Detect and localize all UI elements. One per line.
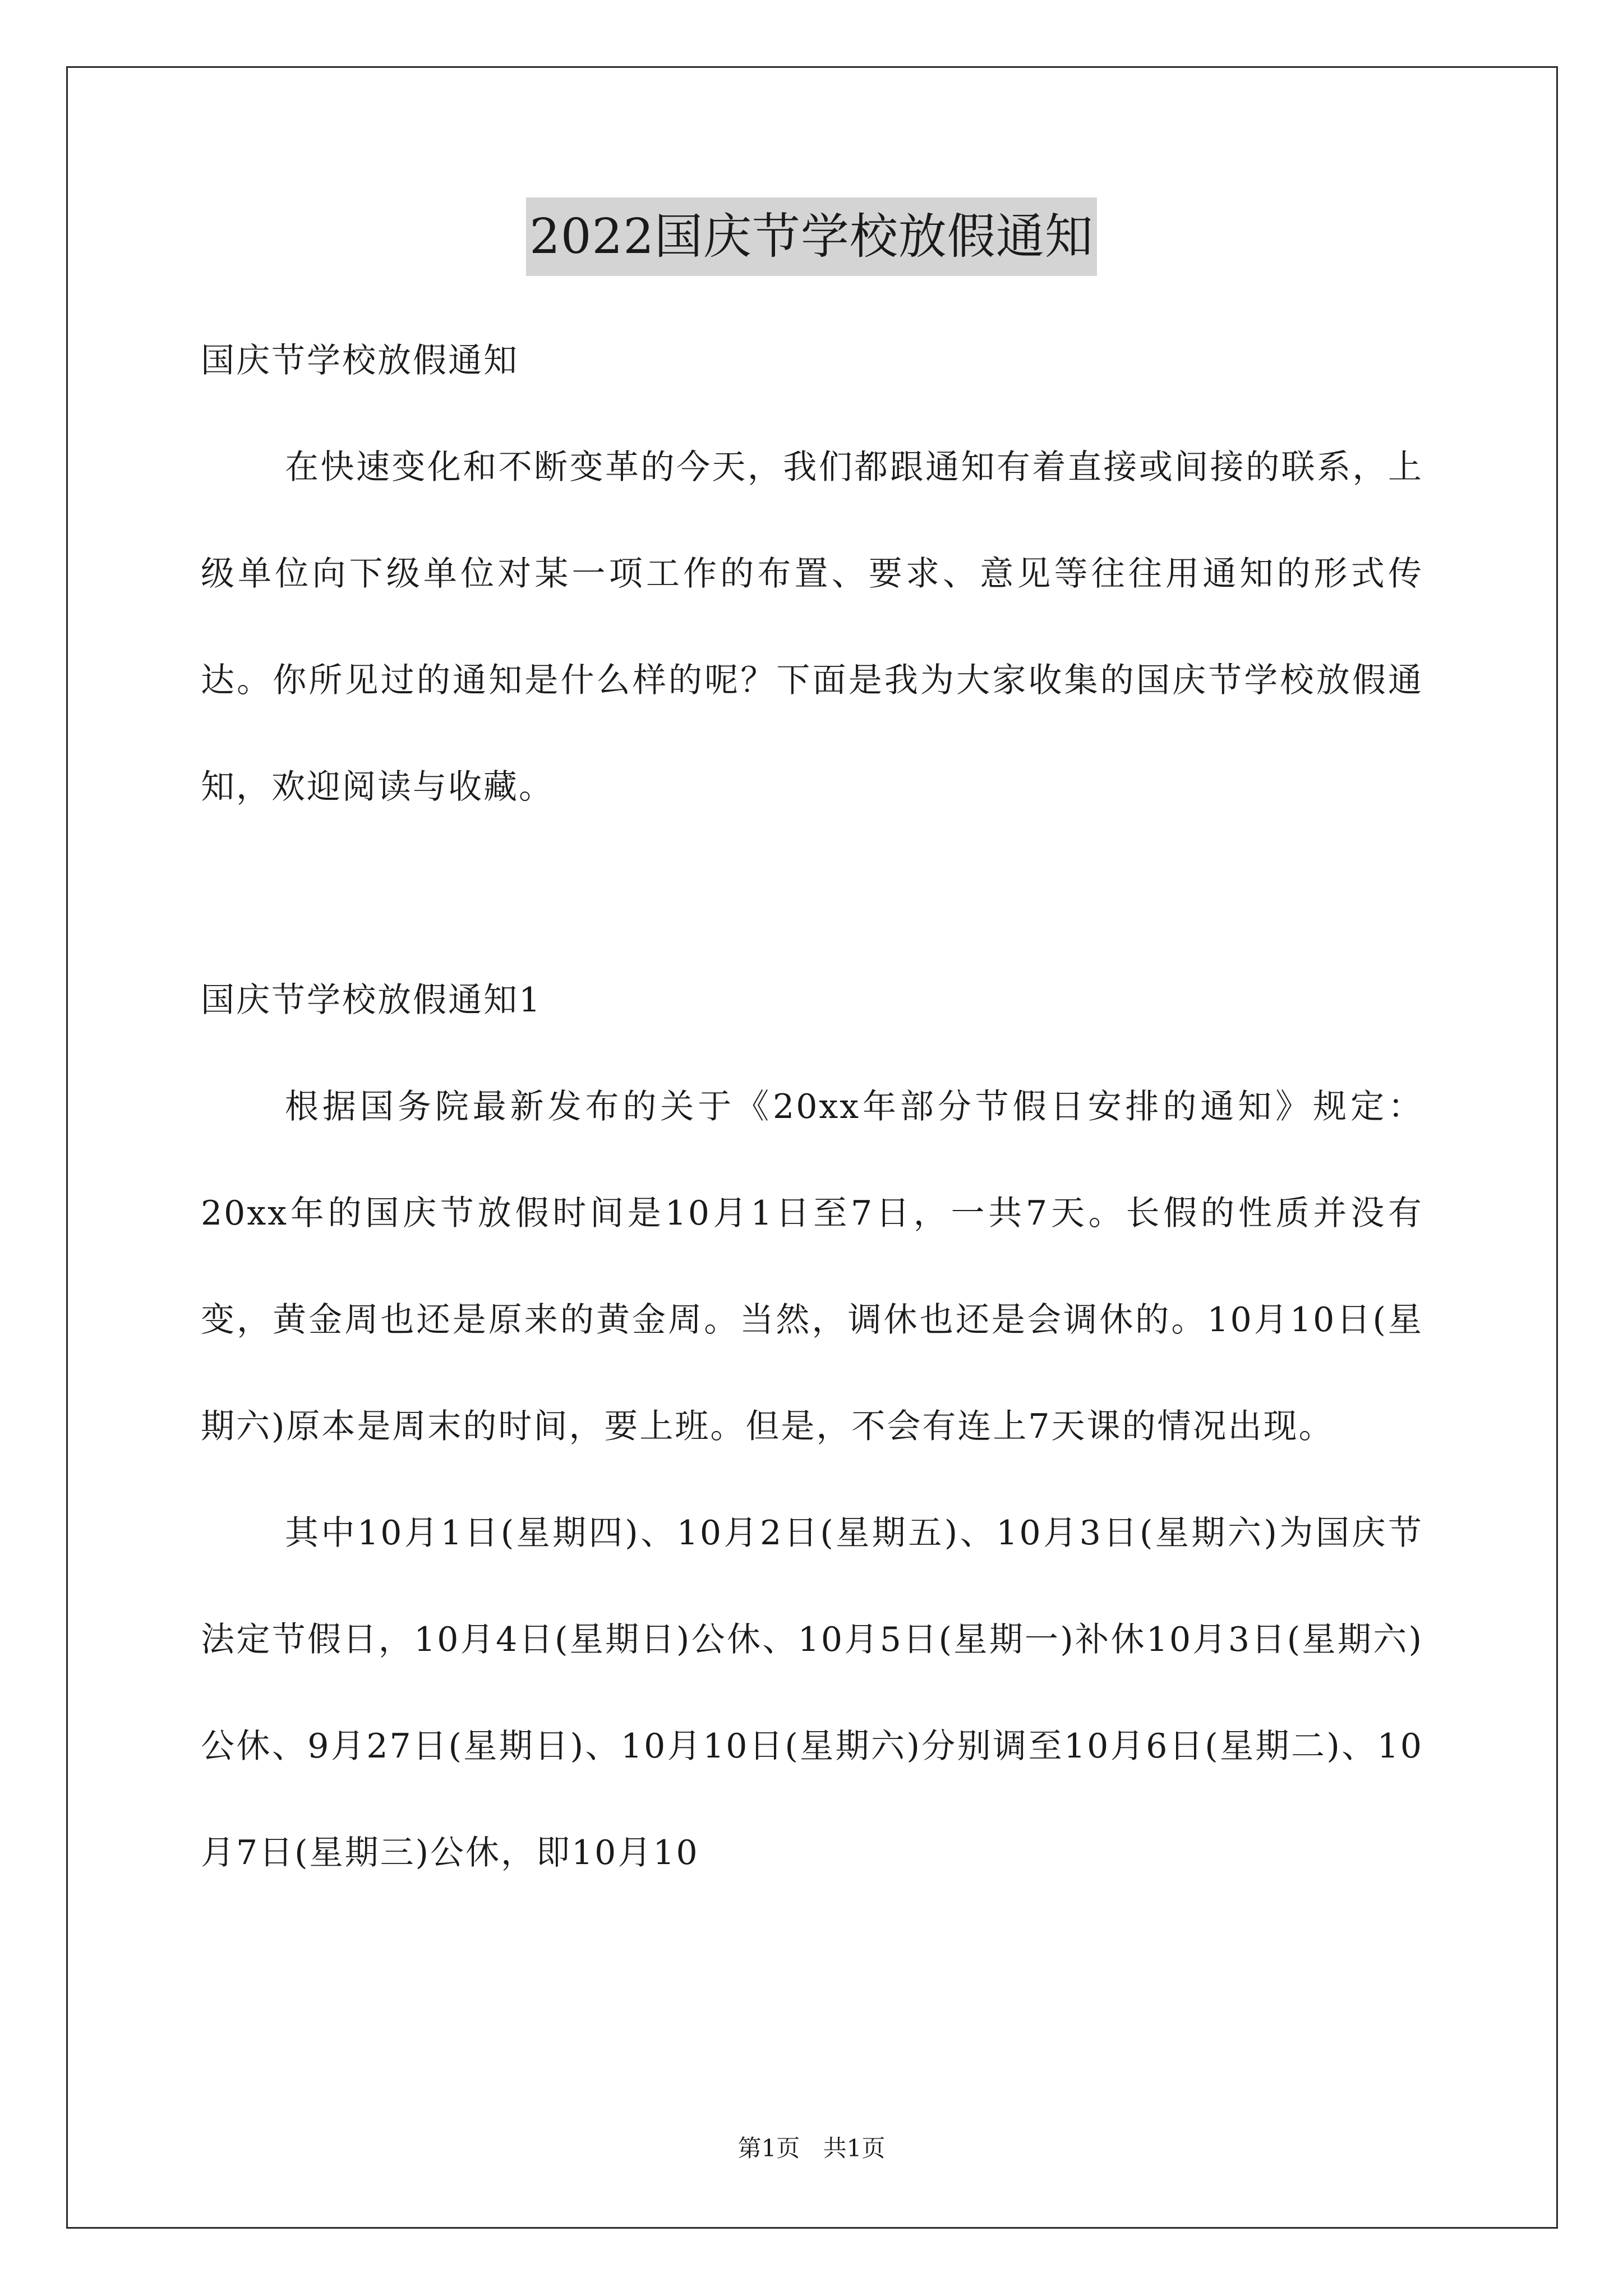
document-body — [201, 307, 1423, 1906]
section-paragraph-1: 根据国务院最新发布的关于《20xx年部分节假日安排的通知》规定：20xx年的国庆节放假时间是10月1日至7日，一共7天。长假的性质并没有变，黄金周也还是原来的黄金周。当然，调休也还是会调休的。10月10日(星期六)原本是周末的时间，要上班。但是，不会有连上7天课的情况出现。 — [201, 1087, 1423, 1446]
page-footer — [0, 2132, 1623, 2165]
section-heading: 国庆节学校放假通知1 — [201, 981, 542, 1020]
page-number: 第1页 — [737, 2134, 800, 2162]
intro-paragraph: 在快速变化和不断变革的今天，我们都跟通知有着直接或间接的联系，上级单位向下级单位对某一项工作的布置、要求、意见等往往用通知的形式传达。你所见过的通知是什么样的呢？下面是我为大家收集的国庆节学校放假通知，欢迎阅读与收藏。 — [201, 448, 1423, 807]
page-total: 共1页 — [823, 2134, 886, 2162]
document-subtitle: 国庆节学校放假通知 — [201, 341, 519, 380]
document-title: 2022国庆节学校放假通知 — [526, 197, 1097, 276]
section-gap — [201, 840, 1423, 947]
title-container — [0, 197, 1623, 276]
section-paragraph-2: 其中10月1日(星期四)、10月2日(星期五)、10月3日(星期六)为国庆节法定节假日，10月4日(星期日)公休、10月5日(星期一)补休10月3日(星期六)公休、9月27日(星期日)、10月10日(星期六)分别调至10月6日(星期二)、10月7日(星期三)公休，即10月10 — [201, 1513, 1423, 1872]
